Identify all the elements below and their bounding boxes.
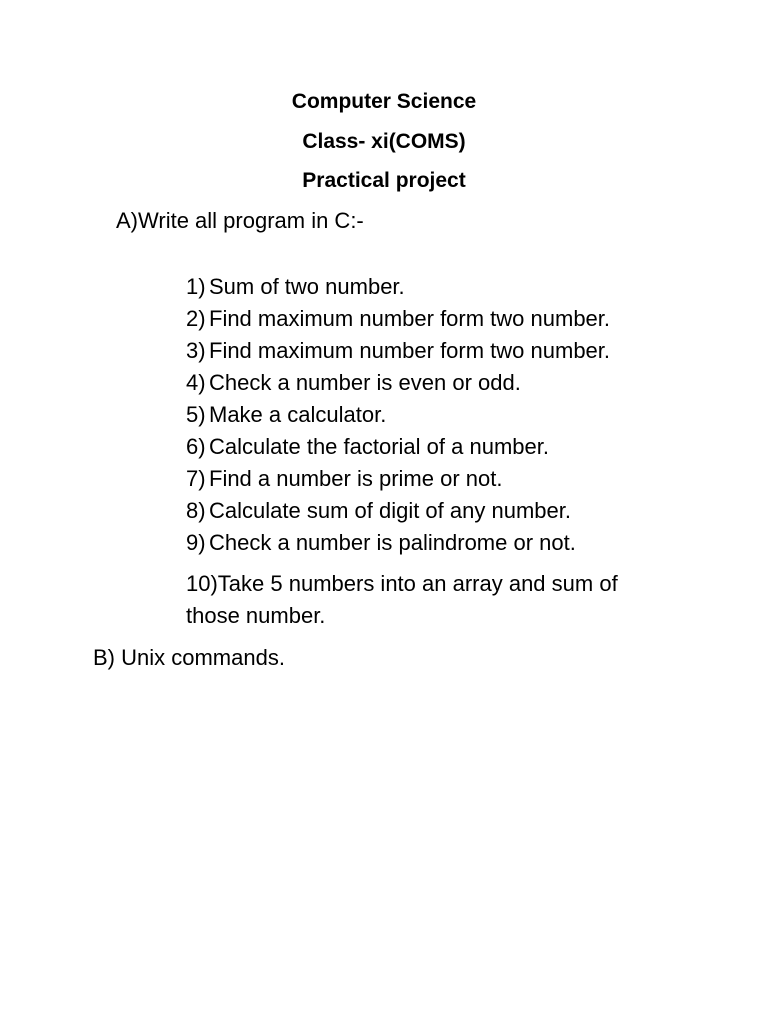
list-item-number: 6) [186,434,206,459]
list-item-number: 5) [186,402,206,427]
list-item [186,303,666,335]
list-item-text: Sum of two number. [209,274,405,299]
list-item [186,527,666,559]
list-item-number: 4) [186,370,206,395]
list-item-text: Calculate sum of digit of any number. [209,498,571,523]
list-item-text: Calculate the factorial of a number. [209,434,549,459]
list-item [186,271,666,303]
list-item-number: 8) [186,498,206,523]
class-line: Class- xi(COMS) [302,130,466,153]
section-a-heading: A)Write all program in C:- [116,208,364,233]
list-item [186,431,666,463]
list-item-number: 1) [186,274,206,299]
list-item [186,367,666,399]
list-item-text: Find maximum number form two number. [209,338,611,363]
list-item [186,495,666,527]
list-item [186,399,666,431]
list-item-text: Check a number is palindrome or not. [209,530,576,555]
program-list [186,271,666,559]
document-subtitle: Practical project [302,169,466,192]
list-item-number: 3) [186,338,206,363]
list-item-text: Check a number is even or odd. [209,370,521,395]
list-item-number: 9) [186,530,206,555]
list-item [186,335,666,367]
list-item-number: 7) [186,466,206,491]
document-title: Computer Science [291,90,477,113]
list-item [186,463,666,495]
list-item-number: 2) [186,306,206,331]
list-item-text: Find a number is prime or not. [209,466,503,491]
list-item-text: Find maximum number form two number. [209,306,611,331]
section-b-heading: B) Unix commands. [93,645,285,670]
list-item-last: 10)Take 5 numbers into an array and sum of those number. [186,571,618,628]
list-item-text: Make a calculator. [209,402,387,427]
